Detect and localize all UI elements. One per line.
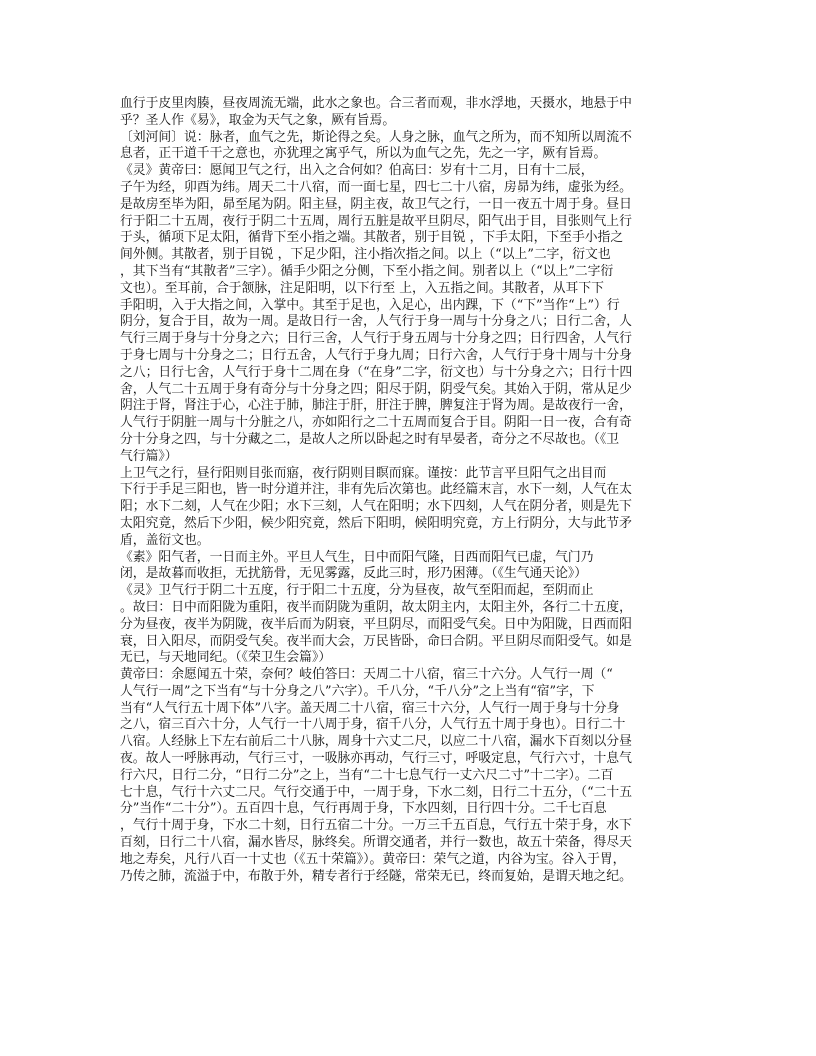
text-line: 盾，盖衍文也。 (120, 532, 210, 548)
text-line: 分十分身之四，与十分藏之二，是故人之所以卧起之时有早晏者，奇分之不尽故也。（《卫 (120, 431, 620, 447)
text-line: 之八，宿三百六十分，人气行一十八周于身，宿千八分，人气行五十周于身也）。日行二十 (120, 717, 626, 733)
text-line: 于身七周与十分身之二；日行五舍，人气行于身九周；日行六舍，人气行于身十周与十分身 (120, 347, 632, 363)
text-line: 行于阳二十五周，夜行于阴二十五周，周行五脏是故平旦阴尽，阳气出于目，目张则气上行 (120, 213, 632, 229)
text-line: 地之寿矣，凡行八百一十丈也（《五十荣篇》）。黄帝曰：荣气之道，内谷为宝。谷入于胃， (120, 851, 626, 867)
text-line: 于头，循项下足太阳，循背下至小指之端。其散者，别于目锐 ，下手太阳，下至手小指之 (120, 230, 624, 246)
text-line: 太阳究竟，然后下少阳，候少阳究竟，然后下阳明，候阳明究竟，方上行阴分，大与此节矛 (120, 515, 632, 531)
text-line: 八宿。人经脉上下左右前后二十八脉，周身十六丈二尺，以应二十八宿，漏水下百刻以分昼 (120, 734, 632, 750)
text-line: 人气行于阴脏一周与十分脏之八，亦如阳行之二十五周而复合于目。阴阳一日一夜，合有奇 (120, 415, 632, 431)
text-line: 夜。故人一呼脉再动，气行三寸，一吸脉亦再动，气行三寸，呼吸定息，气行六寸，十息气 (120, 751, 632, 767)
text-line: ，其下当有“其散者”三字）。循手少阳之分侧，下至小指之间。别者以上（“以上”二字衍 (120, 263, 614, 279)
text-line: 《灵》黄帝曰：愿闻卫气之行，出入之合何如？伯高曰：岁有十二月，日有十二辰， (120, 163, 594, 179)
text-line: 黄帝曰：余愿闻五十荣，奈何？岐伯答曰：天周二十八宿，宿三十六分。人气行一周（“ (120, 667, 613, 683)
text-line: 《素》阳气者，一日而主外。平旦人气生，日中而阳气隆，日西而阳气已虚，气门乃 (120, 549, 594, 565)
text-line: 。故曰：日中而阳陇为重阳，夜半而阴陇为重阴，故太阴主内，太阳主外，各行二十五度， (120, 599, 632, 615)
text-line: 舍，人气二十五周于身有奇分与十分身之四；阳尽于阴，阴受气矣。其始入于阴，常从足少 (120, 381, 632, 397)
text-line: 之八；日行七舍，人气行于身十二周在身（“在身”二字，衍文也）与十分身之六；日行十四 (120, 364, 633, 380)
text-line: 上卫气之行，昼行阳则目张而寤，夜行阴则目瞑而寐。谨按：此节言平旦阳气之出目而 (120, 465, 607, 481)
text-line: ，气行十周于身，下水二十刻，日行五宿二十分。一万三千五百息，气行五十荣于身，水下 (120, 818, 632, 834)
text-line: 《灵》卫气行于阴二十五度，行于阳二十五度，分为昼夜，故气至阳而起，至阴而止 (120, 583, 594, 599)
text-line: 阴分，复合于目，故为一周。是故日行一舍，人气行于身一周与十分身之八；日行二舍，人 (120, 314, 632, 330)
text-line: 文也）。至耳前，合于颔脉，注足阳明，以下行至 上，入五指之间。其散者，从耳下下 (120, 280, 604, 296)
text-line: 阳；水下二刻，人气在少阳；水下三刻，人气在阳明；水下四刻，人气在阴分者，则是先下 (120, 499, 632, 515)
text-line: 七十息，气行十六丈二尺。气行交通于中，一周于身，下水二刻，日行二十五分，（“二十五 (120, 784, 633, 800)
document-body (120, 96, 686, 902)
text-line: 乎？圣人作《易》，取金为天气之象，厥有旨焉。 (120, 112, 396, 128)
text-line: 息者，正干道千干之意也，亦犹理之寓乎气，所以为血气之先，先之一字，厥有旨焉。 (120, 146, 607, 162)
text-line: 下行于手足三阳也，皆一时分道并注，非有先后次第也。此经篇末言，水下一刻，人气在太 (120, 482, 632, 498)
text-line (120, 885, 686, 902)
text-line: 无已，与天地同纪。（《荣卫生会篇》） (120, 650, 332, 666)
text-line: 阴注于肾，肾注于心，心注于肺，肺注于肝，肝注于脾，脾复注于肾为周。是故夜行一舍， (120, 398, 632, 414)
text-line: 乃传之肺，流溢于中，布散于外，精专者行于经隧，常荣无已，终而复始，是谓天地之纪。 (120, 868, 632, 884)
text-line: 闭，是故暮而收拒，无扰筋骨，无见雾露，反此三时，形乃困薄。（《生气通天论》） (120, 566, 588, 582)
text-line: 间外侧。其散者，别于目锐 ，下足少阳，注小指次指之间。以上（“以上”二字，衍文也 (120, 247, 611, 263)
text-line: 手阳明，入于大指之间，入掌中。其至于足也，入足心，出内踝，下（“下”当作“上”）行 (120, 297, 620, 313)
text-line: 当有“人气行五十周下体”八字。盖天周二十八宿，宿三十六分，人气行一周于身与十分身 (120, 700, 620, 716)
text-line: 气行三周于身与十分身之六；日行三舍，人气行于身五周与十分身之四；日行四舍，人气行 (120, 331, 632, 347)
text-line: 分为昼夜，夜半为阴陇，夜半后而为阴衰，平旦阴尽，而阳受气矣。日中为阳陇，日西而阳 (120, 616, 632, 632)
text-line: 百刻，日行二十八宿，漏水皆尽，脉终矣。所谓交通者，并行一数也，故五十荣备，得尽天 (120, 835, 632, 851)
text-line: 行六尺，日行二分，“日行二分”之上，当有“二十七息气行一丈六尺二寸”十二字）。二百 (120, 767, 614, 783)
text-line: 衰，日入阳尽，而阴受气矣。夜半而大会，万民皆卧，命曰合阴。平旦阴尽而阳受气。如是 (120, 633, 632, 649)
text-line: 人气行一周”之下当有“与十分身之八”六字）。千八分，“千八分”之上当有“宿”字，下 (120, 683, 595, 699)
text-line: 子午为经，卯酉为纬。周天二十八宿，而一面七星，四七二十八宿，房昴为纬，虚张为经。 (120, 179, 632, 195)
text-line: 气行篇》） (120, 448, 178, 464)
text-line: 血行于皮里肉腠，昼夜周流无端，此水之象也。合三者而观，非水浮地，天摄水，地悬于中 (120, 96, 632, 111)
text-line: 〔刘河间〕说：脉者，血气之先，斯论得之矣。人身之脉，血气之所为，而不知所以周流不 (120, 129, 632, 145)
text-line: 是故房至毕为阳，昴至尾为阴。阳主昼，阴主夜，故卫气之行，一日一夜五十周于身。昼日 (120, 196, 632, 212)
text-line: 分”当作“二十分”）。五百四十息，气行再周于身，下水四刻，日行四十分。二千七百息 (120, 801, 607, 817)
